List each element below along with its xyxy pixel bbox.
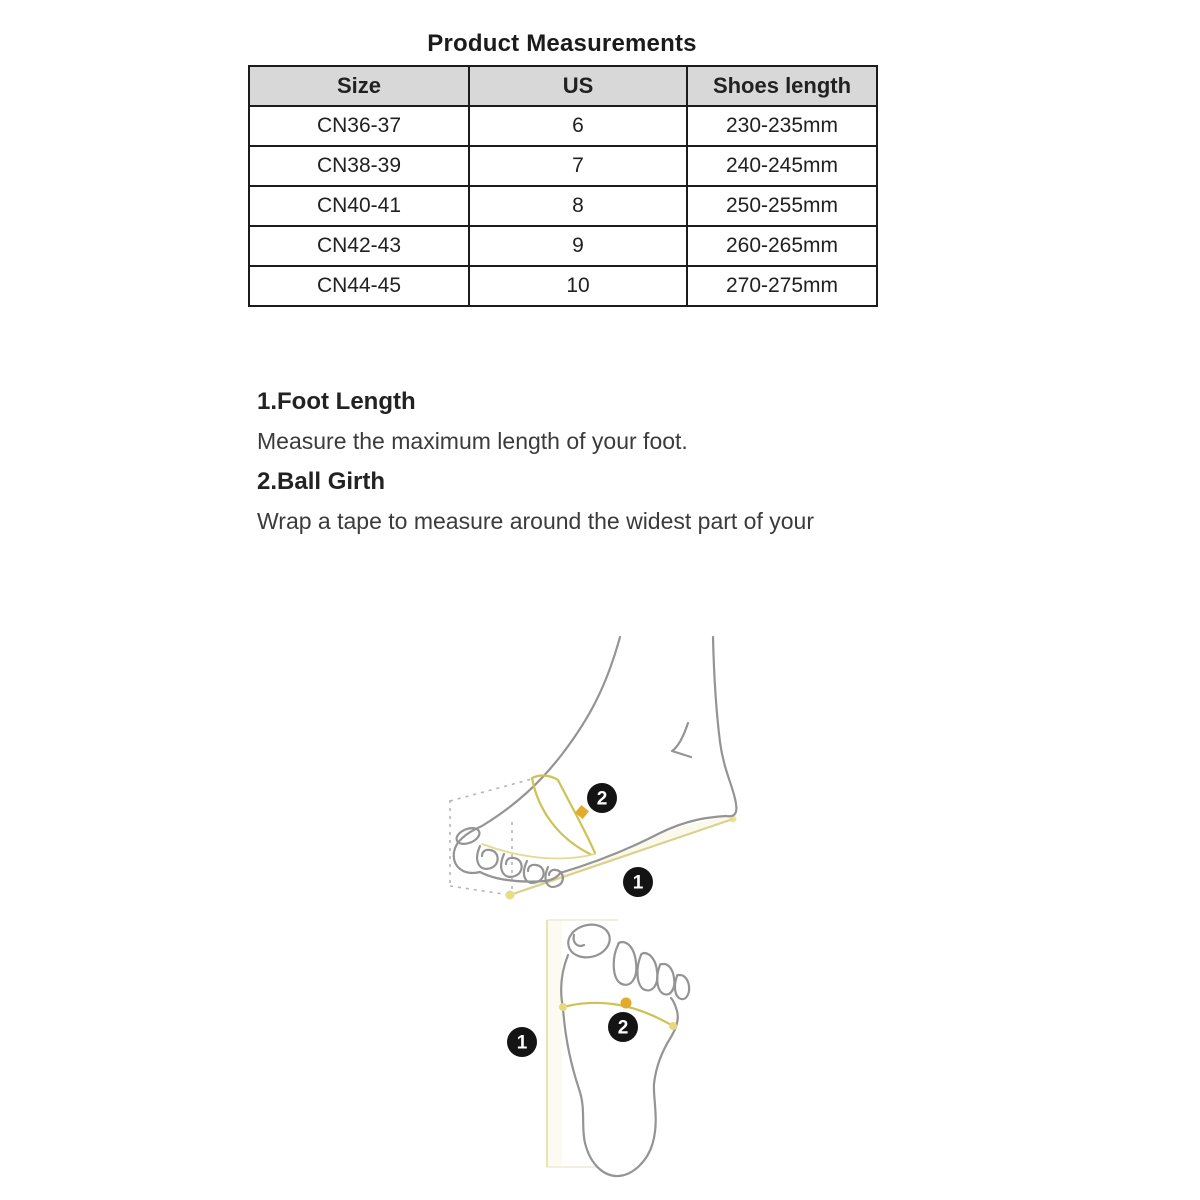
table-cell-length: 240-245mm	[687, 146, 877, 186]
table-row	[249, 106, 877, 146]
table-cell-us: 10	[469, 266, 687, 306]
size-table	[248, 65, 878, 307]
foot-bottom-view-diagram	[490, 895, 710, 1187]
toe-curl	[501, 854, 521, 877]
table-cell-us: 6	[469, 106, 687, 146]
table-cell-size: CN40-41	[249, 186, 469, 226]
table-cell-length: 230-235mm	[687, 106, 877, 146]
marker-1-badge	[507, 1027, 537, 1057]
header-cell-size: Size	[249, 66, 469, 106]
ankle-mark	[672, 723, 691, 757]
marker-2-badge	[587, 783, 617, 813]
foot-side-view-diagram	[420, 620, 760, 920]
page-title: Product Measurements	[427, 30, 697, 57]
big-toe-curl	[574, 935, 584, 946]
table-cell-size: CN38-39	[249, 146, 469, 186]
ball-girth-heading: 2.Ball Girth	[257, 468, 386, 495]
table-row	[249, 146, 877, 186]
foot-length-baseline	[510, 819, 733, 895]
heel-and-leg-line	[713, 637, 736, 816]
toe-loop	[675, 975, 689, 999]
marker-1-badge	[623, 867, 653, 897]
ball-girth-instruction: Wrap a tape to measure around the widest part of your	[257, 508, 814, 534]
big-toe	[565, 920, 613, 961]
length-strip	[547, 920, 562, 1167]
foot-length-instruction: Measure the maximum length of your foot.	[257, 428, 688, 454]
toe-loop	[614, 942, 637, 985]
marker-2-badge	[608, 1012, 638, 1042]
header-cell-us: US	[469, 66, 687, 106]
table-cell-size: CN44-45	[249, 266, 469, 306]
table-cell-size: CN36-37	[249, 106, 469, 146]
table-cell-us: 7	[469, 146, 687, 186]
girth-end-dot	[669, 1022, 677, 1030]
toe-loop	[637, 953, 657, 990]
marker-number: 1	[632, 872, 644, 894]
foot-outline	[561, 955, 678, 1176]
table-row	[249, 186, 877, 226]
table-cell-length: 250-255mm	[687, 186, 877, 226]
table-cell-us: 8	[469, 186, 687, 226]
toe-curl	[524, 861, 544, 883]
toe-loop	[657, 964, 674, 995]
marker-number: 1	[516, 1032, 528, 1054]
header-cell-shoes-length: Shoes length	[687, 66, 877, 106]
girth-end-dot	[559, 1003, 567, 1011]
toe-curl	[477, 846, 497, 869]
foot-length-heading: 1.Foot Length	[257, 388, 416, 415]
big-toenail	[454, 825, 481, 847]
marker-number: 2	[617, 1017, 629, 1039]
table-row	[249, 266, 877, 306]
table-cell-length: 260-265mm	[687, 226, 877, 266]
table-row	[249, 226, 877, 266]
girth-measure-dot	[621, 998, 632, 1009]
marker-number: 2	[596, 788, 608, 810]
table-cell-length: 270-275mm	[687, 266, 877, 306]
table-cell-size: CN42-43	[249, 226, 469, 266]
size-table-header-row	[249, 66, 877, 106]
table-cell-us: 9	[469, 226, 687, 266]
